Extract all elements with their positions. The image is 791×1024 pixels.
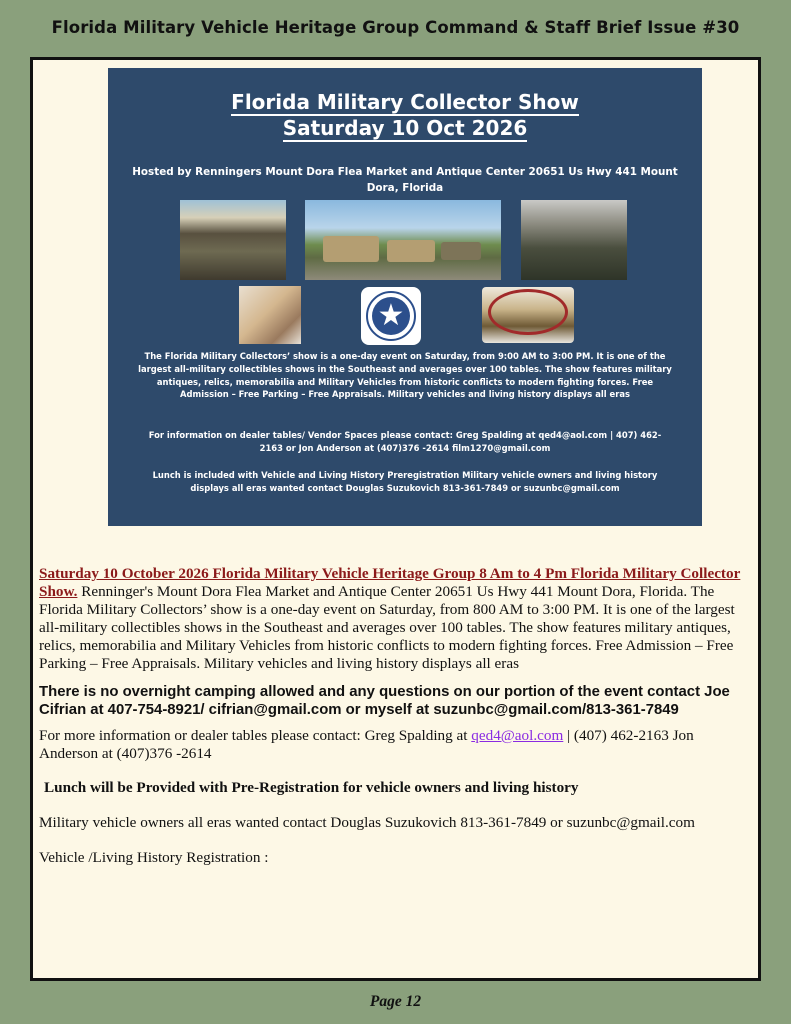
dealer-contact (39, 727, 753, 763)
dealer-email-link[interactable]: qed4@aol.com (471, 726, 564, 744)
article-body (39, 565, 753, 867)
newsletter-header: Florida Military Vehicle Heritage Group Command & Staff Brief Issue #30 (51, 18, 740, 37)
humvee-photo (305, 200, 501, 280)
page-number: Page 12 (369, 993, 422, 1010)
logo-ring (488, 289, 568, 335)
humvee-shape (323, 236, 379, 262)
crowd-photo (180, 200, 286, 280)
page-frame (30, 57, 761, 981)
dealer-suffix: | (407) 462-2163 Jon Anderson at (407)376 -2614 (39, 726, 694, 762)
intro-text: Renninger's Mount Dora Flea Market and Antique Center 20651 Us Hwy 441 Mount Dora, Florida. The Florida Military Collectors’ show is a one-day event on Saturday, from 800 AM to 3:00 PM. It is one of the largest all-military collectibles shows in the Southeast and averages over 100 tables. The show features military antiques, relics, memorabilia and Military Vehicles from historic conflicts to modern fighting forces. Free Admission – Free Parking – Free Appraisals. Military vehicles and living history displays all eras (39, 583, 735, 673)
poster-title-line2: Saturday 10 Oct 2026 (282, 116, 528, 140)
poster-title-line1: Florida Military Collector Show (231, 90, 579, 114)
display-table-photo (521, 200, 627, 280)
camping-notice: There is no overnight camping allowed and any questions on our portion of the event contact Joe Cifrian at 407-754-8921/ cifrian@gmail.com or myself at suzunbc@gmail.com/813-361-7849 (39, 683, 730, 718)
registration-label: Vehicle /Living History Registration : (39, 849, 269, 867)
article-headline: Saturday 10 October 2026 Florida Military Vehicle Heritage Group 8 Am to 4 Pm Florida Military Collector Show. (39, 565, 741, 601)
poster-hosted: Hosted by Renningers Mount Dora Flea Market and Antique Center 20651 Us Hwy 441 Mount Dora, Florida (132, 166, 678, 194)
star-icon: ★ (372, 297, 410, 335)
vehicle-heritage-group-logo (482, 287, 574, 343)
humvee-shape (441, 242, 481, 260)
owners-contact: Military vehicle owners all eras wanted contact Douglas Suzukovich 813-361-7849 or suzunbc@gmail.com (39, 814, 695, 832)
poster-contact: For information on dealer tables/ Vendor Spaces please contact: Greg Spalding at qed4@aol.com | 407) 462- 2163 or Jon Anderson at (407)376 -2614 film1270@gmail.com (148, 430, 662, 453)
dealer-prefix: For more information or dealer tables please contact: Greg Spalding at (39, 726, 472, 744)
poster-lunch: Lunch is included with Vehicle and Living History Preregistration Military vehicle owners and living history displays all eras wanted contact Douglas Suzukovich 813-361-7849 or suzunbc@gmail.com (152, 470, 658, 493)
event-poster (108, 68, 702, 526)
lunch-notice: Lunch will be Provided with Pre-Registration for vehicle owners and living history (44, 778, 579, 796)
humvee-shape (387, 240, 435, 262)
poster-title (108, 90, 702, 142)
intro-paragraph (39, 565, 753, 674)
poster-description: The Florida Military Collectors’ show is a one-day event on Saturday, from 9:00 AM to 3:00 PM. It is one of the largest all-military collectibles shows in the Southeast and averages over 100 tables. The show features military antiques, relics, memorabilia and Military Vehicles from historic conflicts to modern fighting forces. Free Admission – Free Parking – Free Appraisals. Military vehicles and living history displays all eras (138, 351, 672, 400)
pinup-photo (239, 286, 301, 344)
collectors-show-logo (361, 287, 421, 345)
